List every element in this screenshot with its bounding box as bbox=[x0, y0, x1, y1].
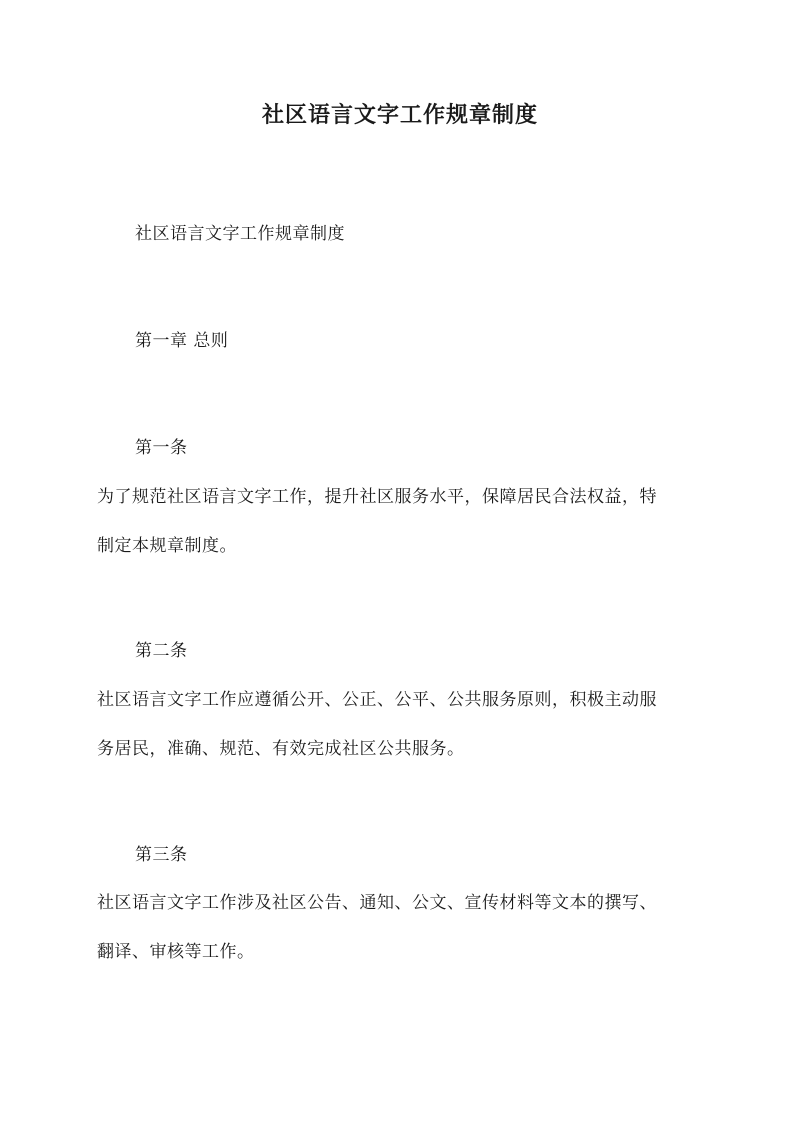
article-1-line-1: 为了规范社区语言文字工作，提升社区服务水平，保障居民合法权益，特 bbox=[97, 487, 657, 507]
article-3-heading: 第三条 bbox=[135, 845, 188, 865]
article-3-line-2: 翻译、审核等工作。 bbox=[97, 942, 255, 962]
article-2-line-1: 社区语言文字工作应遵循公开、公正、公平、公共服务原则，积极主动服 bbox=[97, 690, 657, 710]
article-1-line-2: 制定本规章制度。 bbox=[97, 536, 237, 556]
document-subtitle: 社区语言文字工作规章制度 bbox=[135, 224, 345, 244]
chapter-heading: 第一章 总则 bbox=[135, 331, 229, 351]
article-2-line-2: 务居民，准确、规范、有效完成社区公共服务。 bbox=[97, 739, 465, 759]
article-3-line-1: 社区语言文字工作涉及社区公告、通知、公文、宣传材料等文本的撰写、 bbox=[97, 893, 657, 913]
article-2-heading: 第二条 bbox=[135, 641, 188, 661]
article-1-heading: 第一条 bbox=[135, 438, 188, 458]
document-title: 社区语言文字工作规章制度 bbox=[261, 102, 538, 128]
